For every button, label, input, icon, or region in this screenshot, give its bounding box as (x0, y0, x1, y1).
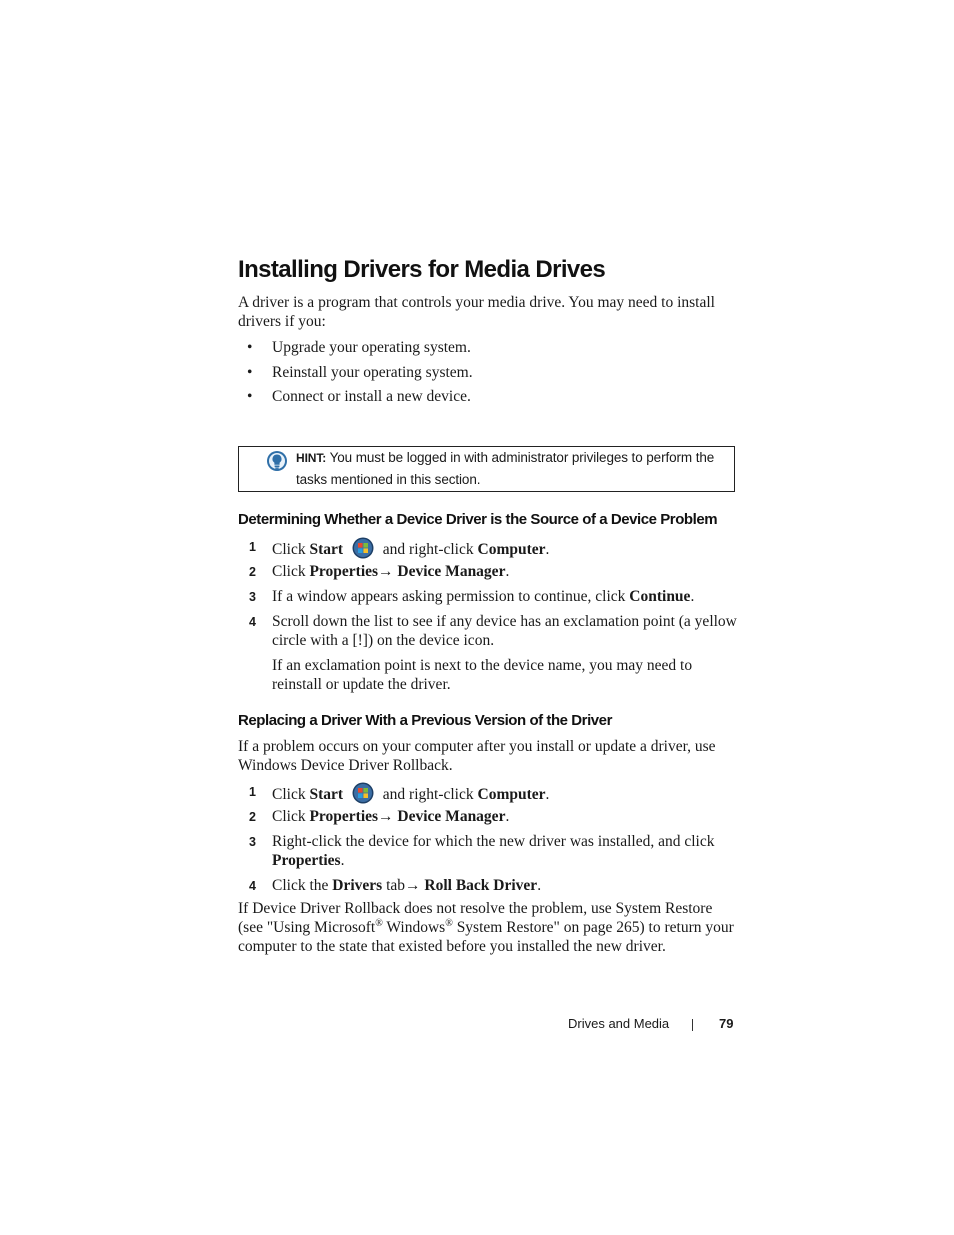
reason-list (238, 338, 738, 412)
step-text: tab (386, 877, 406, 894)
closing-text: Windows (382, 919, 446, 936)
ui-term-properties: Properties (309, 563, 379, 580)
ui-term-computer: Computer (477, 541, 546, 558)
step-number: 4 (249, 879, 256, 893)
hint-lightbulb-icon (266, 450, 288, 472)
step-text: Right-click the device for which the new driver was installed, and click (272, 833, 715, 850)
arrow-icon: → (378, 808, 394, 825)
step-number: 2 (249, 565, 256, 579)
page-title: Installing Drivers for Media Drives (238, 256, 606, 283)
list-item: • Connect or install a new device. (247, 388, 471, 405)
ui-term-drivers: Drivers (332, 877, 383, 894)
list-item-text: Connect or install a new device. (272, 388, 471, 405)
arrow-icon: → (405, 877, 421, 894)
arrow-icon: → (378, 563, 394, 580)
step-text: If a window appears asking permission to continue, click (272, 588, 626, 605)
footer-section-name: Drives and Media (568, 1016, 670, 1031)
step-item (238, 807, 738, 832)
windows-start-icon (352, 782, 374, 804)
rollback-intro: If a problem occurs on your computer after you install or update a driver, use Windows Device Driver Rollback. (238, 738, 716, 774)
step-text: . (690, 588, 695, 605)
footer-divider (692, 1019, 693, 1031)
step-number: 4 (249, 615, 256, 629)
step-text: Click the (272, 877, 329, 894)
step-item (238, 876, 738, 901)
step-item (238, 562, 738, 587)
step-number: 1 (249, 785, 256, 799)
step-item (238, 612, 738, 694)
step-text: Click (272, 541, 306, 558)
list-item: • Reinstall your operating system. (247, 363, 473, 381)
step-text: . (340, 852, 345, 869)
closing-paragraph (238, 899, 738, 956)
section-heading-determining: Determining Whether a Device Driver is the Source of a Device Problem (238, 511, 718, 528)
step-note: If an exclamation point is next to the device name, you may need to reinstall or update the driver. (272, 657, 693, 693)
step-text: Click (272, 563, 306, 580)
ui-term-start: Start (309, 541, 344, 558)
step-item (238, 537, 738, 562)
registered-mark: ® (375, 917, 383, 929)
step-text: and right-click (382, 541, 474, 558)
hint-body: You must be logged in with administrator privileges to perform the tasks mentioned in this section. (296, 450, 715, 487)
list-item-text: Reinstall your operating system. (272, 363, 473, 381)
ui-term-roll-back-driver: Roll Back Driver (424, 877, 538, 894)
step-number: 3 (249, 590, 256, 604)
steps-rollback (238, 782, 738, 901)
hint-text (296, 447, 726, 491)
step-item (238, 587, 738, 612)
section-heading-replacing: Replacing a Driver With a Previous Version of the Driver (238, 712, 612, 729)
step-item (238, 832, 738, 876)
ui-term-properties: Properties (272, 852, 341, 869)
closing-text: System Restore" on page 265) to return your computer to the state that existed before you installed the new driver. (238, 919, 734, 955)
step-text: Scroll down the list to see if any device has an exclamation point (a yellow circle with a [!]) on the device icon. (272, 613, 737, 649)
step-text: . (505, 563, 510, 580)
hint-label: HINT: (296, 451, 327, 465)
hint-box (238, 446, 735, 492)
step-text: . (545, 541, 550, 558)
step-number: 3 (249, 835, 256, 849)
intro-paragraph: A driver is a program that controls your media drive. You may need to install drivers if you: (238, 294, 715, 330)
steps-determining (238, 537, 738, 694)
ui-term-computer: Computer (477, 786, 546, 803)
step-text: . (505, 808, 510, 825)
step-text: . (537, 877, 542, 894)
ui-term-device-manager: Device Manager (397, 808, 506, 825)
step-text: . (545, 786, 550, 803)
closing-text: If Device Driver Rollback does not resolve the problem, use System Restore (see "Using Microsoft (238, 900, 713, 936)
page-number: 79 (719, 1016, 734, 1031)
step-number: 2 (249, 810, 256, 824)
step-text: Click (272, 808, 306, 825)
list-item: • Upgrade your operating system. (247, 339, 471, 356)
step-number: 1 (249, 540, 256, 554)
step-text: Click (272, 786, 306, 803)
ui-term-start: Start (309, 786, 344, 803)
ui-term-properties: Properties (309, 808, 379, 825)
list-item-text: Upgrade your operating system. (272, 339, 471, 356)
registered-mark: ® (445, 917, 453, 929)
windows-start-icon (352, 537, 374, 559)
ui-term-device-manager: Device Manager (397, 563, 506, 580)
step-text: and right-click (382, 786, 474, 803)
step-item (238, 782, 738, 807)
ui-term-continue: Continue (629, 588, 691, 605)
